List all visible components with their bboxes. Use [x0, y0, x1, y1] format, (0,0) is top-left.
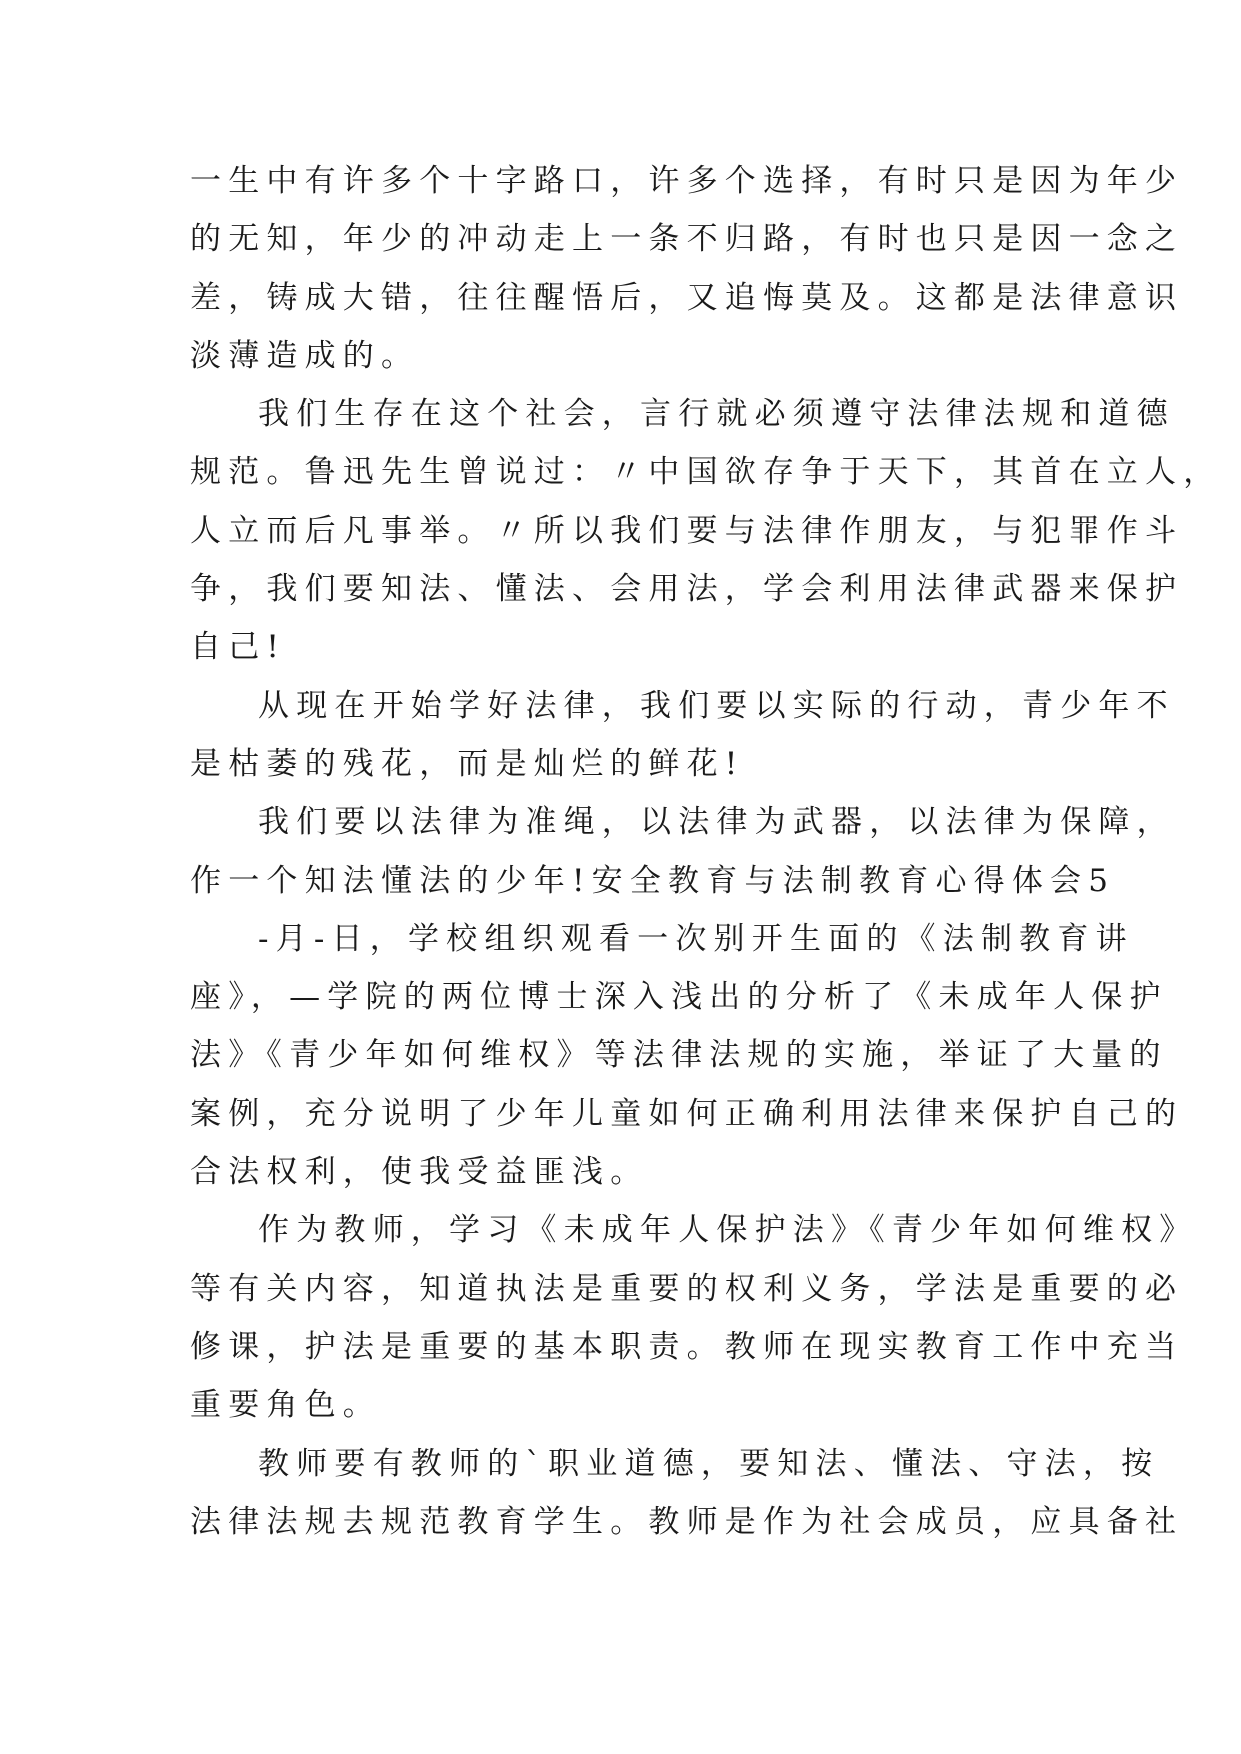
text-line: 合法权利，使我受益匪浅。 — [190, 1154, 649, 1191]
paragraph-first-line: 我们要以法律为准绳，以法律为武器，以法律为保障， — [258, 804, 1175, 841]
text-line: 争，我们要知法、懂法、会用法，学会利用法律武器来保护 — [190, 571, 1184, 608]
text-line: 作一个知法懂法的少年!安全教育与法制教育心得体会5 — [190, 862, 1116, 899]
text-line: 座》，—学院的两位博士深入浅出的分析了《未成年人保护 — [190, 979, 1168, 1016]
text-line: 自己! — [190, 629, 287, 666]
text-line: 规范。鲁迅先生曾说过：〃中国欲存争于天下，其首在立人， — [190, 454, 1222, 491]
paragraph-first-line: 从现在开始学好法律，我们要以实际的行动，青少年不 — [258, 687, 1175, 724]
paragraph-first-line: 教师要有教师的`职业道德，要知法、懂法、守法，按 — [258, 1445, 1160, 1482]
text-line: 案例，充分说明了少年儿童如何正确利用法律来保护自己的 — [190, 1095, 1184, 1132]
paragraph-first-line: 作为教师，学习《未成年人保护法》《青少年如何维权》 — [258, 1212, 1198, 1249]
text-line: 的无知，年少的冲动走上一条不归路，有时也只是因一念之 — [190, 221, 1184, 258]
text-line: 法》《青少年如何维权》等法律法规的实施，举证了大量的 — [190, 1037, 1168, 1074]
text-line: 等有关内容，知道执法是重要的权利义务，学法是重要的必 — [190, 1270, 1184, 1307]
document-body — [190, 152, 1222, 1551]
text-line: 人立而后凡事举。〃所以我们要与法律作朋友，与犯罪作斗 — [190, 512, 1184, 549]
text-line: 一生中有许多个十字路口，许多个选择，有时只是因为年少 — [190, 163, 1184, 199]
text-line: 是枯萎的残花，而是灿烂的鲜花! — [190, 745, 745, 782]
paragraph-first-line: -月-日，学校组织观看一次别开生面的《法制教育讲 — [258, 920, 1134, 957]
text-line: 淡薄造成的。 — [190, 337, 420, 374]
text-line: 重要角色。 — [190, 1387, 381, 1424]
text-line: 法律法规去规范教育学生。教师是作为社会成员，应具备社 — [190, 1503, 1184, 1540]
paragraph-first-line: 我们生存在这个社会，言行就必须遵守法律法规和道德 — [258, 396, 1175, 433]
text-line: 修课，护法是重要的基本职责。教师在现实教育工作中充当 — [190, 1328, 1184, 1365]
text-line: 差，铸成大错，往往醒悟后，又追悔莫及。这都是法律意识 — [190, 279, 1184, 316]
